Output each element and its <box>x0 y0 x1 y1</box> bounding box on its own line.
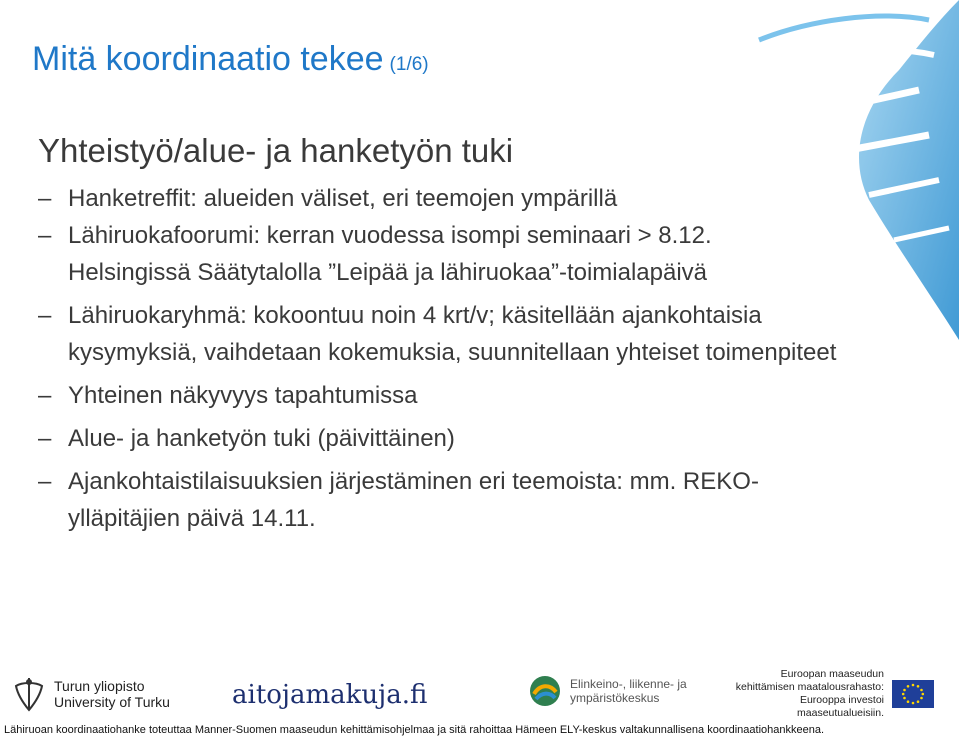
eu-line-3: Eurooppa investoi maaseutualueisiin. <box>797 694 884 719</box>
bullet-item <box>38 377 838 414</box>
bullet-dash: – <box>38 185 52 212</box>
eu-funding-logo <box>712 668 934 720</box>
eu-line-1: Euroopan maaseudun <box>780 668 884 680</box>
title-text: Mitä koordinaatio tekee <box>32 40 384 78</box>
bullet-item <box>38 217 838 291</box>
bullet-dash: – <box>38 302 52 329</box>
bullet-item <box>38 180 838 217</box>
bullet-text: Hanketreffit: alueiden väliset, eri teemojen ympärillä <box>68 185 618 212</box>
eu-flag-icon <box>892 680 934 708</box>
utu-name-en: University of Turku <box>54 694 170 710</box>
utu-name-fi: Turun yliopisto <box>54 678 145 694</box>
bullet-item <box>38 463 838 537</box>
aitojamakuja-logo: aitojamakuja.fi <box>232 680 428 710</box>
slide-subtitle: Yhteistyö/alue- ja hanketyön tuki <box>38 132 514 169</box>
utu-logo <box>12 676 170 712</box>
ely-logo-icon <box>528 674 562 708</box>
ely-text <box>570 677 687 705</box>
bullet-dash: – <box>38 222 52 249</box>
utu-text <box>54 678 170 710</box>
bullet-text: Ajankohtaistilaisuuksien järjestäminen eri teemoista: mm. REKO-ylläpitäjien päivä 14.11. <box>68 468 759 532</box>
university-emblem-icon <box>12 676 46 712</box>
bullet-text: Alue- ja hanketyön tuki (päivittäinen) <box>68 425 455 452</box>
ely-line-2: ympäristökeskus <box>570 691 660 705</box>
ely-logo <box>528 674 687 708</box>
footer-logos <box>0 668 959 720</box>
bullet-list <box>38 180 838 537</box>
eu-line-2: kehittämisen maatalousrahasto: <box>735 681 884 693</box>
bullet-item <box>38 420 838 457</box>
bullet-dash: – <box>38 425 52 452</box>
eu-text <box>712 668 884 720</box>
bullet-dash: – <box>38 468 52 495</box>
footer-note: Lähiruoan koordinaatiohanke toteuttaa Manner-Suomen maaseudun kehittämisohjelmaa ja sitä rahoittaa Hämeen ELY-keskus valtakunnallisena koordinaatiohankkeena. <box>4 724 825 736</box>
bullet-text: Lähiruokafoorumi: kerran vuodessa isompi seminaari > 8.12. Helsingissä Säätytalolla ”Leipää ja lähiruokaa”-toimialapäivä <box>68 222 712 286</box>
ely-line-1: Elinkeino-, liikenne- ja <box>570 677 687 691</box>
slide-title <box>32 40 429 79</box>
bullet-text: Lähiruokaryhmä: kokoontuu noin 4 krt/v; käsitellään ajankohtaisia kysymyksiä, vaihdetaan kokemuksia, suunnitellaan yhteiset toimenpiteet <box>68 302 837 366</box>
bullet-item <box>38 297 838 371</box>
bullet-text: Yhteinen näkyvyys tapahtumissa <box>68 382 418 409</box>
bullet-dash: – <box>38 382 52 409</box>
page-indicator: (1/6) <box>389 54 429 75</box>
